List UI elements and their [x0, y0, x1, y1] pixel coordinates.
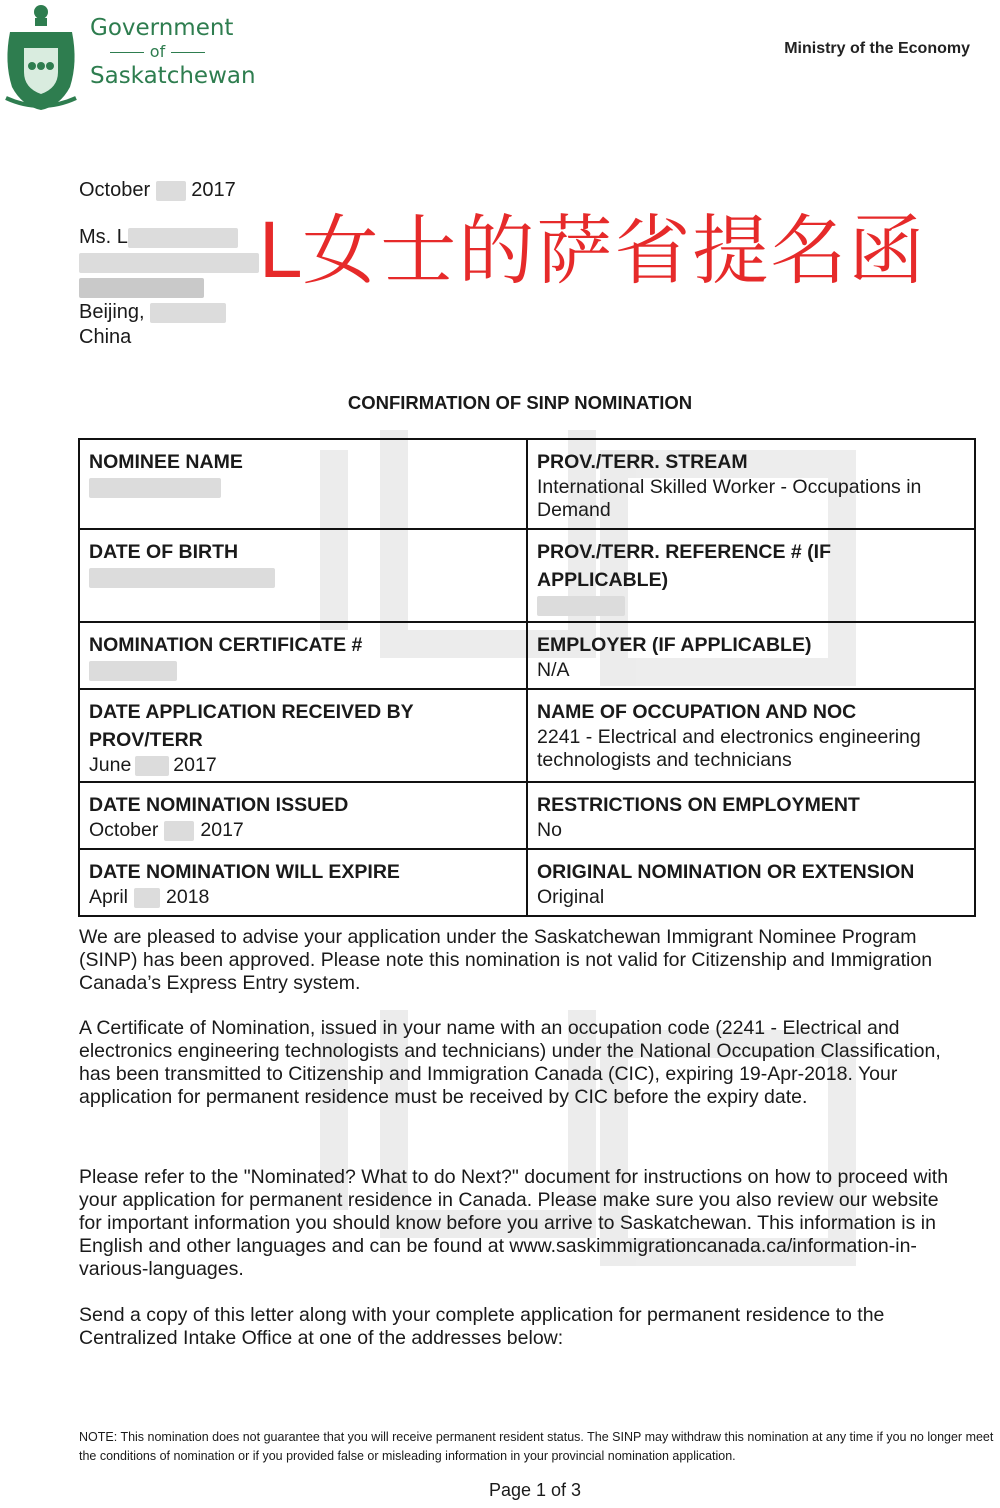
approval-paragraph: We are pleased to advise your application under the Saskatchewan Immigrant Nominee Program (SINP) has been approved. Please note this nomination is not valid for Citizenship and Immigration Canada’s Express Entry system.: [79, 926, 933, 994]
table-cell: ORIGINAL NOMINATION OR EXTENSION Original: [527, 849, 975, 916]
redacted-day: [134, 888, 160, 908]
table-cell: DATE OF BIRTH: [79, 529, 527, 622]
send-copy-paragraph: Send a copy of this letter along with your complete application for permanent residence to the Centralized Intake Office at one of the addresses below:: [79, 1304, 885, 1349]
table-cell: NOMINEE NAME: [79, 439, 527, 529]
nomination-details-table: [78, 438, 976, 917]
redacted-value: [537, 596, 625, 616]
page-number: Page 1 of 3: [488, 1480, 582, 1500]
table-cell: NAME OF OCCUPATION AND NOC 2241 - Electrical and electronics engineering technologists and technicians: [527, 689, 975, 782]
saskatchewan-crest-icon: [2, 2, 80, 112]
table-row: [79, 439, 975, 529]
table-cell: DATE NOMINATION ISSUED October 2017: [79, 782, 527, 849]
redacted-day: [156, 181, 186, 201]
recipient-salutation: Ms. L: [79, 226, 128, 248]
document-title: CONFIRMATION OF SINP NOMINATION: [347, 392, 693, 413]
table-cell: DATE APPLICATION RECEIVED BY PROV/TERR June 2017: [79, 689, 527, 782]
footer-note: NOTE: This nomination does not guarantee that you will receive permanent resident status. The SINP may withdraw this nomination at any time if you no longer meet the conditions of nomination or if you provided false or misleading information in your provincial nomination application.: [79, 1430, 994, 1463]
certificate-paragraph: A Certificate of Nomination, issued in your name with an occupation code (2241 - Electrical and electronics engineering technologists and technicians) under the National Occupation Classification, has been transmitted to Citizenship and Immigration Canada (CIC), expiring 19-Apr-2018. Your application for permanent residence must be received by CIC before the expiry date.: [79, 1017, 941, 1108]
redacted-name: [128, 228, 238, 248]
redacted-day: [135, 756, 169, 776]
redacted-value: [89, 661, 177, 681]
redacted-address: [79, 278, 204, 298]
ministry-name: Ministry of the Economy: [784, 40, 970, 57]
gov-name-of: of: [149, 42, 166, 61]
next-steps-paragraph: Please refer to the "Nominated? What to do Next?" document for instructions on how to proceed with your application for permanent residence in Canada. Please make sure you also review our website for important information you should know before you arrive to Saskatchewan. This information is in English and other languages and can be found at www.saskimmigrationcanada.ca/information-in-various-languages.: [79, 1166, 949, 1280]
address-block: [79, 178, 259, 350]
table-row: [79, 529, 975, 622]
redacted-postcode: [150, 303, 226, 323]
table-cell: RESTRICTIONS ON EMPLOYMENT No: [527, 782, 975, 849]
letter-date-month: October: [79, 179, 151, 201]
redacted-value: [89, 478, 221, 498]
table-row: [79, 622, 975, 689]
table-cell: NOMINATION CERTIFICATE #: [79, 622, 527, 689]
table-cell: DATE NOMINATION WILL EXPIRE April 2018: [79, 849, 527, 916]
overlay-caption: L女士的萨省提名函: [258, 206, 927, 295]
table-row: [79, 689, 975, 782]
table-cell: PROV./TERR. STREAM International Skilled Worker - Occupations in Demand: [527, 439, 975, 529]
recipient-city: Beijing,: [79, 301, 145, 323]
redacted-day: [164, 821, 194, 841]
redacted-address: [79, 253, 259, 273]
recipient-country: China: [79, 326, 132, 348]
gov-name-line1: Government: [90, 15, 234, 41]
government-logo: [0, 0, 256, 120]
letter-date-year: 2017: [191, 179, 236, 201]
redacted-value: [89, 568, 275, 588]
table-row: [79, 849, 975, 916]
table-row: [79, 782, 975, 849]
table-cell: PROV./TERR. REFERENCE # (IF APPLICABLE): [527, 529, 975, 622]
gov-name-line3: Saskatchewan: [90, 63, 256, 89]
table-cell: EMPLOYER (IF APPLICABLE) N/A: [527, 622, 975, 689]
